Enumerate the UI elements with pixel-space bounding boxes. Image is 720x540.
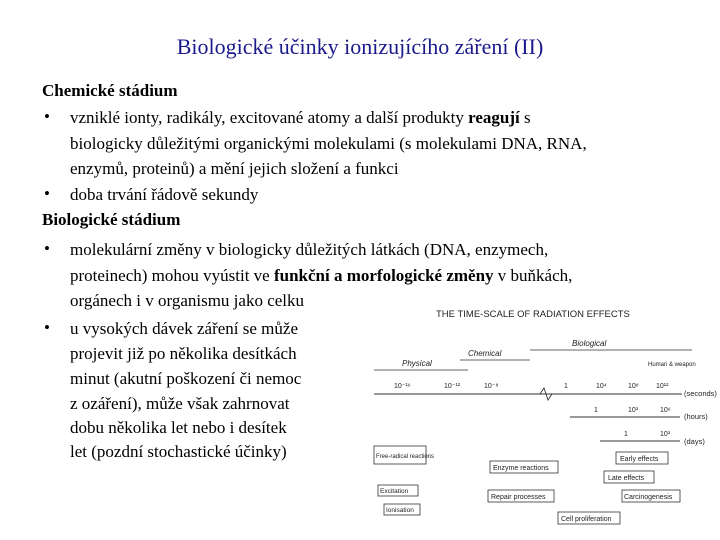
bullet-marker: • [44, 184, 50, 203]
box-repair-processes [488, 490, 554, 502]
tick-days: 10³ [660, 431, 671, 438]
tick-seconds: 10⁴ [596, 383, 607, 390]
tick-hours: 10³ [628, 407, 639, 414]
bullet-3-line-1: molekulární změny v biologicky důležitých látkách (DNA, enzymech, [70, 240, 549, 259]
figure-title: THE TIME-SCALE OF RADIATION EFFECTS [436, 309, 630, 320]
tick-hours: 1 [594, 407, 598, 414]
bullet-4-line-3: minut (akutní poškození či nemoc [70, 369, 302, 388]
svg-text:Ionisation: Ionisation [386, 507, 414, 514]
bullet-marker: • [44, 107, 50, 126]
box-ionisation [384, 504, 420, 515]
tick-seconds: 10⁻¹² [444, 383, 461, 390]
section-heading-biological: Biologické stádium [42, 210, 181, 229]
svg-text:Excitation: Excitation [380, 488, 409, 495]
box-excitation [378, 485, 418, 496]
box-free-radical [374, 446, 434, 464]
box-enzyme-reactions [490, 461, 558, 473]
tick-seconds: 10⁸ [628, 383, 639, 390]
bullet-4-line-6: let (pozdní stochastické účinky) [70, 442, 287, 461]
box-late-effects [604, 471, 654, 483]
bullet-4-line-5: dobu několika let nebo i desítek [70, 418, 287, 437]
axis-hours-label: (hours) [684, 412, 708, 421]
svg-text:Repair processes: Repair processes [491, 494, 546, 501]
stage-chemical: Chemical [468, 349, 502, 358]
tick-seconds: 1 [564, 383, 568, 390]
tick-hours: 10⁶ [660, 407, 671, 414]
svg-text:Carcinogenesis: Carcinogenesis [624, 494, 673, 501]
section-heading-chemical: Chemické stádium [42, 81, 178, 100]
page-title: Biologické účinky ionizujícího záření (II) [176, 34, 544, 59]
tick-seconds: 10¹² [656, 383, 669, 390]
stage-human: Human & weapon [648, 362, 696, 368]
svg-text:Enzyme reactions: Enzyme reactions [493, 465, 549, 472]
box-carcinogenesis [622, 490, 680, 502]
bullet-2-text: doba trvání řádově sekundy [70, 185, 259, 204]
bullet-4-line-1: u vysokých dávek záření se může [70, 319, 298, 338]
bullet-marker: • [44, 239, 50, 258]
axis-seconds-label: (seconds) [684, 389, 717, 398]
svg-text:Early effects: Early effects [620, 456, 659, 463]
svg-text:Late effects: Late effects [608, 475, 645, 482]
tick-seconds: 10⁻⁸ [484, 383, 499, 390]
box-early-effects [616, 452, 668, 464]
stage-physical: Physical [402, 359, 432, 368]
bullet-1-line-2: biologicky důležitými organickými molekulami (s molekulami DNA, RNA, [70, 134, 587, 153]
bullet-3-line-3: orgánech i v organismu jako celku [70, 291, 305, 310]
stage-biological: Biological [572, 339, 607, 348]
bullet-1-line-1: vzniklé ionty, radikály, excitované atomy a další produkty reagují s [70, 108, 531, 127]
bullet-marker: • [44, 318, 50, 337]
svg-text:Free-radical reactions: Free-radical reactions [376, 454, 435, 460]
box-cell-proliferation [558, 512, 620, 524]
time-scale-figure [360, 298, 720, 540]
bullet-1-line-3: enzymů, proteinů) a mění jejich složení a funkci [70, 159, 399, 178]
tick-seconds: 10⁻¹⁶ [394, 383, 411, 390]
axis-days-label: (days) [684, 437, 705, 446]
svg-text:Cell proliferation: Cell proliferation [561, 516, 612, 523]
bullet-3-line-2: proteinech) mohou vyústit ve funkční a morfologické změny v buňkách, [70, 266, 573, 285]
bullet-4-line-2: projevit již po několika desítkách [70, 344, 297, 363]
bullet-4-line-4: z ozáření), může však zahrnovat [70, 394, 290, 413]
tick-days: 1 [624, 431, 628, 438]
